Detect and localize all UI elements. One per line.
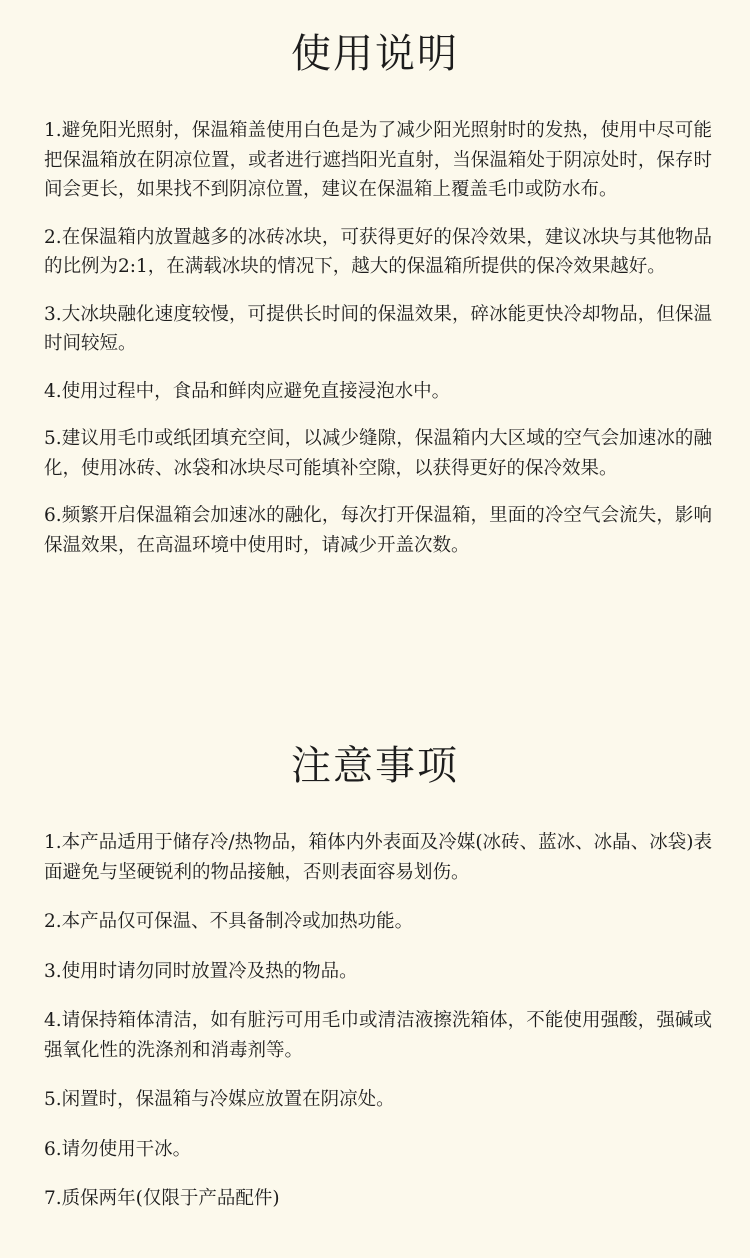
usage-item: 2.在保温箱内放置越多的冰砖冰块，可获得更好的保冷效果，建议冰块与其他物品的比例为2:1，在满载冰块的情况下，越大的保温箱所提供的保冷效果越好。 [44,226,712,277]
notes-list [44,828,712,1214]
notes-section-title: 注意事项 [291,743,459,789]
notes-item: 6.请勿使用干冰。 [44,1138,192,1160]
usage-item: 5.建议用毛巾或纸团填充空间，以减少缝隙，保温箱内大区域的空气会加速冰的融化，使用冰砖、冰袋和冰块尽可能填补空隙，以获得更好的保冷效果。 [44,428,712,479]
notes-item: 7.质保两年(仅限于产品配件) [44,1188,280,1209]
usage-item: 6.频繁开启保温箱会加速冰的融化，每次打开保温箱，里面的冷空气会流失，影响保温效果，在高温环境中使用时，请减少开盖次数。 [44,505,712,556]
notes-item: 3.使用时请勿同时放置冷及热的物品。 [44,960,358,982]
usage-section-title: 使用说明 [291,31,459,77]
notes-item: 1.本产品适用于储存冷/热物品，箱体内外表面及冷媒(冰砖、蓝冰、冰晶、冰袋)表面避免与坚硬锐利的物品接触，否则表面容易划伤。 [44,832,712,883]
notes-item: 4.请保持箱体清洁，如有脏污可用毛巾或清洁液擦洗箱体，不能使用强酸，强碱或强氧化性的洗涤剂和消毒剂等。 [44,1010,712,1061]
usage-item: 1.避免阳光照射，保温箱盖使用白色是为了减少阳光照射时的发热，使用中尽可能把保温箱放在阴凉位置，或者进行遮挡阳光直射，当保温箱处于阴凉处时，保存时间会更长，如果找不到阴凉位置，建议在保温箱上覆盖毛巾或防水布。 [44,120,712,200]
notes-item: 2.本产品仅可保温、不具备制冷或加热功能。 [44,911,414,932]
usage-instructions-list [44,116,712,560]
usage-item: 3.大冰块融化速度较慢，可提供长时间的保温效果，碎冰能更快冷却物品，但保温时间较短。 [44,303,712,354]
notes-item: 5.闲置时，保温箱与冷媒应放置在阴凉处。 [44,1089,395,1110]
usage-item: 4.使用过程中，食品和鲜肉应避免直接浸泡水中。 [44,380,451,402]
